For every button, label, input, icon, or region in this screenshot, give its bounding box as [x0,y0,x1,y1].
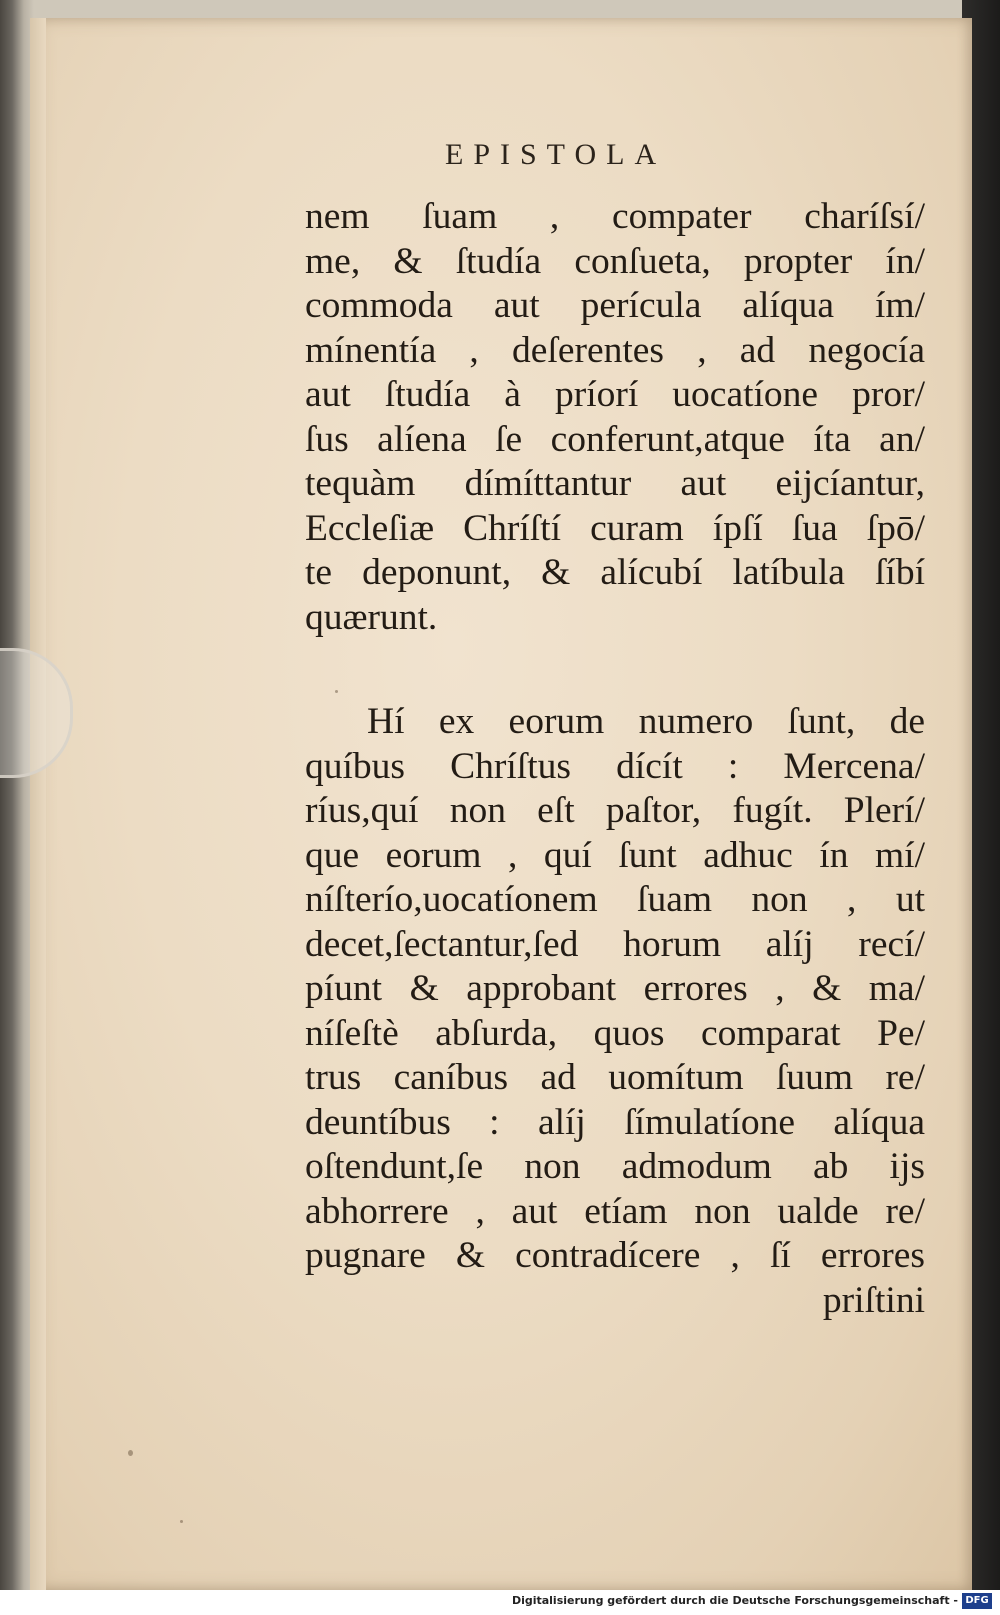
text-line: pugnare & contradícere , ſí errores [305,1235,925,1276]
text-line: commoda aut perícula alíqua ím/ [305,285,925,326]
text-line: trus caníbus ad uomítum ſuum re/ [305,1057,925,1098]
text-line: abhorrere , aut etíam non ualde re/ [305,1190,925,1232]
text-line: deuntíbus : alíj ſímulatíone alíqua [305,1101,925,1143]
catchword: priſtini [822,1279,925,1321]
text-line: nem ſuam , compater charíſsí/ [305,196,925,237]
dfg-logo: DFG [962,1593,992,1609]
text-line: ſus alíena ſe conferunt,atque íta an/ [305,418,925,460]
text-line: mínentía , deſerentes , ad negocía [305,329,925,371]
text-block [305,195,925,1323]
digitization-footer [0,1590,1000,1615]
paragraph-gap [305,640,925,700]
text-line: níſeſtè abſurda, quos comparat Pe/ [305,1012,925,1054]
ink-speck [180,1520,183,1523]
text-line: te deponunt, & alícubí latíbula ſíbí [305,552,925,593]
text-line: tequàm dímíttantur aut eijcíantur, [305,463,925,504]
text-line: quærunt. [305,596,438,638]
text-line: me, & ſtudía conſueta, propter ín/ [305,240,925,282]
page-header: EPISTOLA [445,138,667,171]
text-line: aut ſtudía à príorí uocatíone pror/ [305,374,925,415]
text-line: quíbus Chríſtus dícít : Mercena/ [305,745,925,787]
text-line: Eccleſiæ Chríſtí curam ípſí ſua ſpō/ [305,507,925,549]
footer-credit: Digitalisierung gefördert durch die Deutsche Forschungsgemeinschaft - [511,1594,958,1607]
paragraph-1 [305,195,925,640]
text-line: níſterío,uocatíonem ſuam non , ut [305,879,925,920]
text-line: píunt & approbant errores , & ma/ [305,968,925,1009]
text-line: oſtendunt,ſe non admodum ab ijs [305,1146,925,1187]
paragraph-2 [305,700,925,1279]
text-line: ríus,quí non eſt paſtor, fugít. Plerí/ [305,790,925,831]
text-line: Hí ex eorum numero ſunt, de [367,701,925,742]
ink-speck [335,690,338,693]
text-line: decet,ſectantur,ſed horum alíj recí/ [305,923,925,965]
ink-speck [128,1450,133,1456]
text-line: que eorum , quí ſunt adhuc ín mí/ [305,834,925,876]
page-fold-shadow [30,18,46,1590]
